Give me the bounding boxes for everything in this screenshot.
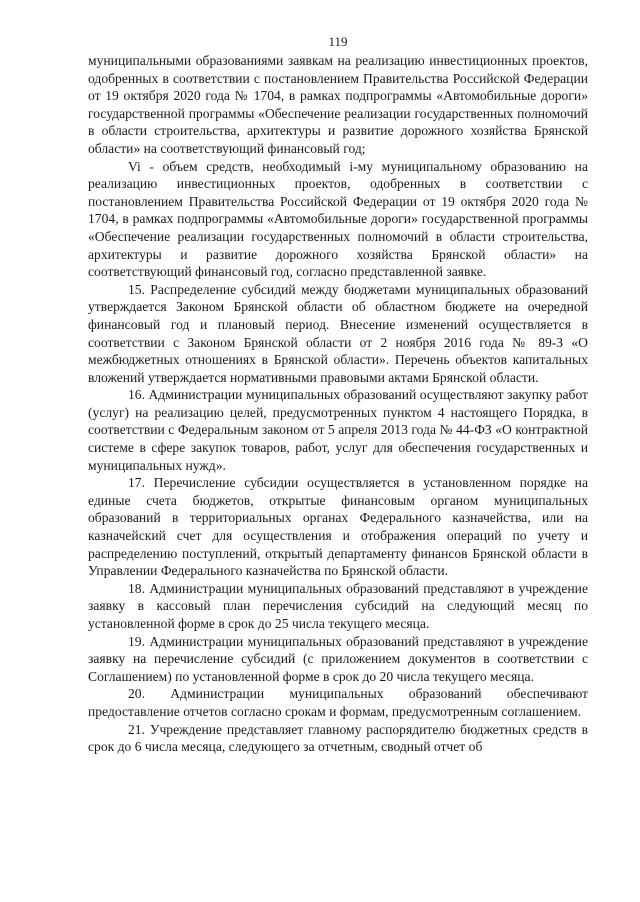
paragraph-19: 19. Администрации муниципальных образований представляют в учреждение заявку на перечисление субсидий (с приложением документов в соответствии с Соглашением) по установленной форме в срок до 20 числа текущего месяца.: [88, 633, 588, 684]
page-number: 119: [328, 34, 348, 49]
paragraph-15: 15. Распределение субсидий между бюджетами муниципальных образований утверждается Законом Брянской области об областном бюджете на очередной финансовый год и плановый период. Внесение изменений осуществляется в соответствии с Законом Брянской области от 2 ноября 2016 года № 89-З «О межбюджетных отношениях в Брянской области». Перечень объектов капитальных вложений утверждается нормативными правовыми актами Брянской области.: [88, 281, 588, 385]
paragraph-17: 17. Перечисление субсидии осуществляется в установленном порядке на единые счета бюджетов, открытые финансовым органом муниципальных образований в территориальных органах Федерального казначейства, или на казначейский счет для осуществления и отображения операций по учету и распределению поступлений, открытый департаменту финансов Брянской области в Управлении Федерального казначейства по Брянской области.: [88, 475, 588, 579]
paragraph-vi-definition: Vi - объем средств, необходимый i-му муниципальному образованию на реализацию инвестиционных проектов, одобренных в соответствии с постановлением Правительства Российской Федерации от 19 октября 2020 года № 1704, в рамках подпрограммы «Автомобильные дороги» государственной программы «Обеспечение реализации государственных полномочий в области строительства, архитектуры и развитие дорожного хозяйства Брянской области» на соответствующий финансовый год, согласно представленной заявке.: [88, 158, 588, 280]
paragraph-continuation: муниципальными образованиями заявкам на реализацию инвестиционных проектов, одобренных в соответствии с постановлением Правительства Российской Федерации от 19 октября 2020 года № 1704, в рамках подпрограммы «Автомобильные дороги» государственной программы «Обеспечение реализации государственных полномочий в области строительства, архитектуры и развитие дорожного хозяйства Брянской области» на соответствующий финансовый год;: [88, 53, 588, 156]
paragraph-20: 20. Администрации муниципальных образований обеспечивают предоставление отчетов согласно срокам и формам, предусмотренным соглашением.: [88, 686, 588, 719]
paragraph-16: 16. Администрации муниципальных образований осуществляют закупку работ (услуг) на реализацию целей, предусмотренных пунктом 4 настоящего Порядка, в соответствии с Федеральным законом от 5 апреля 2013 года № 44-ФЗ «О контрактной системе в сфере закупок товаров, работ, услуг для обеспечения государственных и муниципальных нужд».: [88, 387, 588, 473]
paragraph-18: 18. Администрации муниципальных образований представляют в учреждение заявку в кассовый план перечисления субсидий на следующий месяц по установленной форме в срок до 25 числа текущего месяца.: [88, 580, 588, 631]
paragraph-21: 21. Учреждение представляет главному распорядителю бюджетных средств в срок до 6 числа месяца, следующего за отчетным, сводный отчет об: [88, 721, 588, 755]
